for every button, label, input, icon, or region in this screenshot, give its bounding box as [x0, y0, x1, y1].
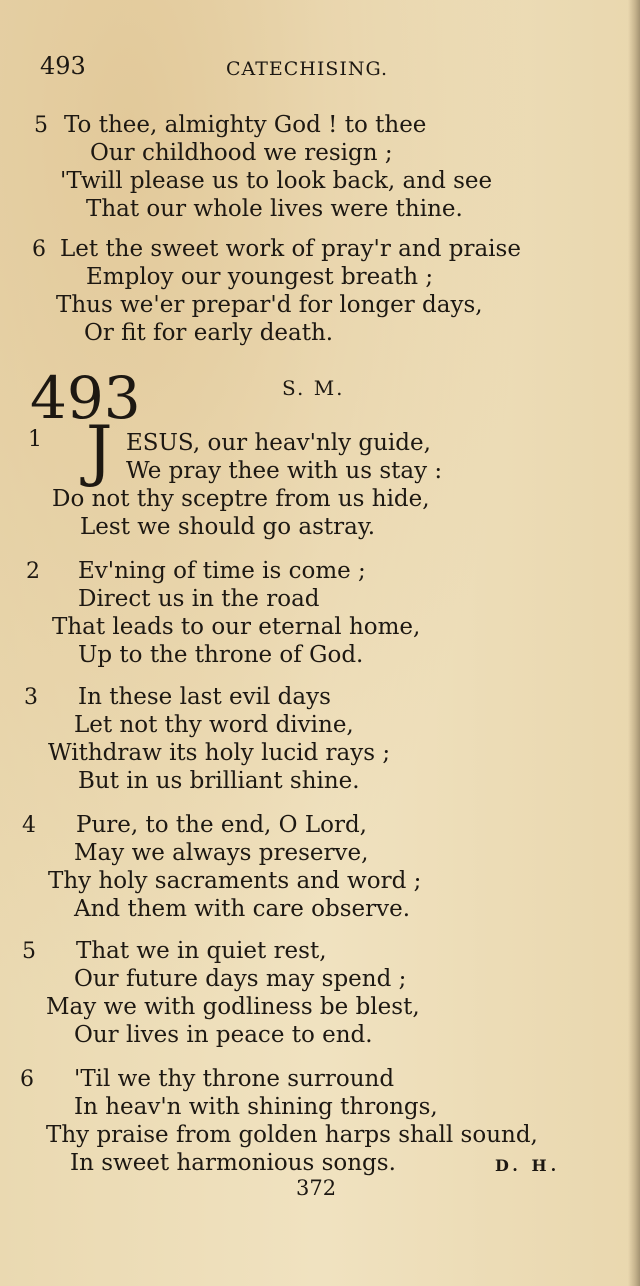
verse-line: Employ our youngest breath ;	[86, 264, 434, 290]
hymn-meter: S. M.	[282, 376, 345, 400]
verse-line: In heav'n with shining throngs,	[74, 1094, 438, 1120]
verse-line: That our whole lives were thine.	[86, 196, 463, 222]
verse-line: Withdraw its holy lucid rays ;	[48, 740, 391, 766]
verse-line: ESUS, our heav'nly guide,	[126, 430, 431, 456]
verse-line: Thus we'er prepar'd for longer days,	[56, 292, 483, 318]
verse-line: 'Twill please us to look back, and see	[60, 168, 493, 194]
verse-line: Let the sweet work of pray'r and praise	[60, 236, 521, 262]
verse-line: To thee, almighty God ! to thee	[64, 112, 427, 138]
page-number: 372	[296, 1176, 337, 1200]
running-title: CATECHISING.	[226, 58, 389, 80]
verse-number: 3	[24, 685, 38, 710]
verse-line: Ev'ning of time is come ;	[78, 558, 366, 584]
verse-line: In sweet harmonious songs.	[70, 1150, 396, 1176]
verse-number: 6	[20, 1067, 34, 1092]
drop-cap: J	[86, 412, 113, 489]
page-edge-shadow	[628, 0, 640, 1286]
author-initials: D. H.	[495, 1156, 561, 1175]
verse-number: 4	[22, 813, 36, 838]
running-page-number: 493	[40, 52, 86, 80]
verse-number: 6	[32, 237, 46, 262]
verse-line: And them with care observe.	[74, 896, 411, 922]
verse-number: 2	[26, 559, 40, 584]
verse-line: But in us brilliant shine.	[78, 768, 360, 794]
verse-line: In these last evil days	[78, 684, 331, 710]
verse-line: Thy praise from golden harps shall sound,	[46, 1122, 538, 1148]
verse-line: Or fit for early death.	[84, 320, 334, 346]
verse-number: 1	[28, 427, 42, 452]
verse-line: Our childhood we resign ;	[90, 140, 393, 166]
verse-line: 'Til we thy throne surround	[74, 1066, 395, 1092]
verse-line: Thy holy sacraments and word ;	[48, 868, 422, 894]
verse-line: Lest we should go astray.	[80, 514, 376, 540]
verse-line: Let not thy word divine,	[74, 712, 354, 738]
verse-line: We pray thee with us stay :	[126, 458, 443, 484]
verse-line: May we with godliness be blest,	[46, 994, 420, 1020]
verse-line: That we in quiet rest,	[76, 938, 327, 964]
verse-line: Our future days may spend ;	[74, 966, 407, 992]
verse-line: Our lives in peace to end.	[74, 1022, 373, 1048]
verse-line: Pure, to the end, O Lord,	[76, 812, 367, 838]
verse-line: Do not thy sceptre from us hide,	[52, 486, 430, 512]
verse-number: 5	[34, 113, 48, 138]
verse-line: Direct us in the road	[78, 586, 320, 612]
verse-number: 5	[22, 939, 36, 964]
verse-line: That leads to our eternal home,	[52, 614, 421, 640]
verse-line: May we always preserve,	[74, 840, 369, 866]
verse-line: Up to the throne of God.	[78, 642, 364, 668]
hymn-number: 493	[30, 364, 141, 432]
